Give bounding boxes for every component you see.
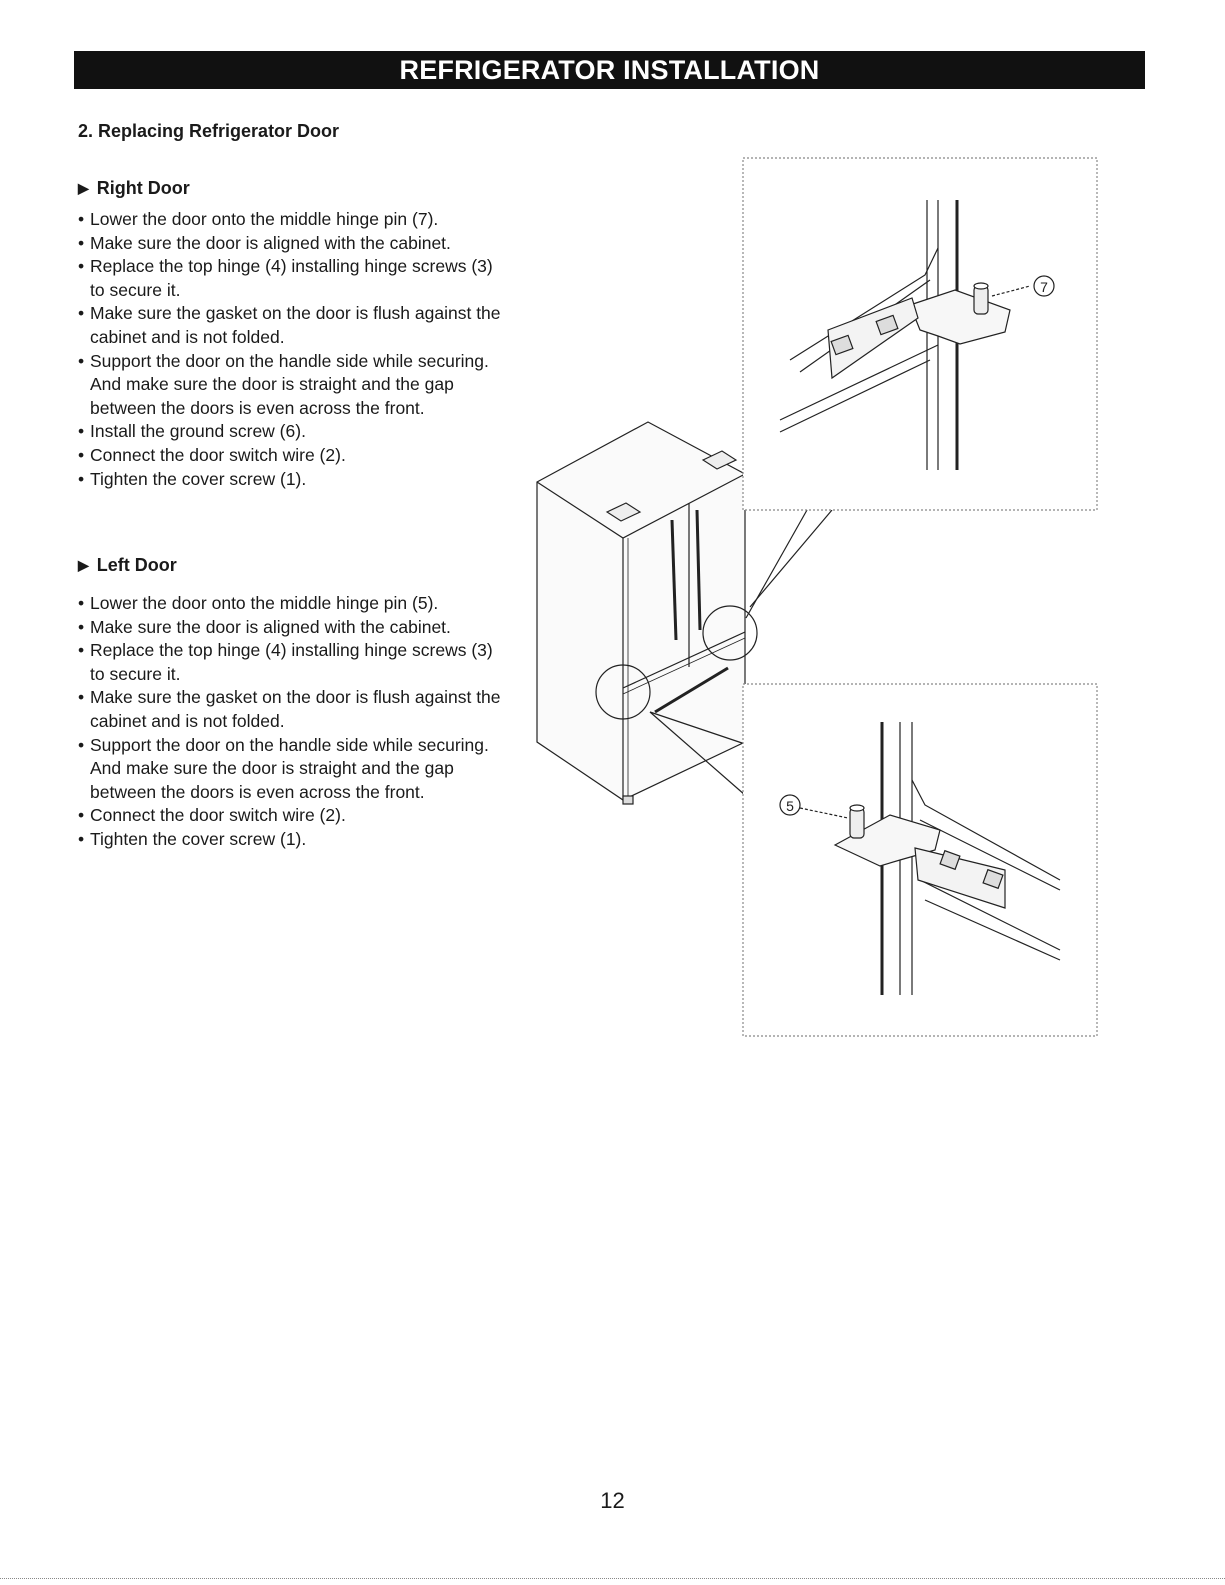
bullet-dot-icon: •: [78, 468, 85, 489]
right-door-steps: [78, 208, 503, 491]
bullet-dot-icon: •: [78, 444, 85, 465]
list-item-text: Support the door on the handle side while securing. And make sure the door is straight and the gap between the doors is even across the front.: [90, 734, 489, 802]
bullet-dot-icon: •: [78, 256, 85, 277]
bullet-dot-icon: •: [78, 805, 85, 826]
list-item: [78, 592, 503, 616]
list-item-text: Tighten the cover screw (1).: [90, 828, 307, 849]
header-bar: [74, 51, 1145, 89]
triangle-arrow-icon: ▶: [78, 557, 89, 573]
list-item-text: Install the ground screw (6).: [90, 421, 306, 442]
bullet-dot-icon: •: [78, 209, 85, 229]
list-item: [78, 232, 503, 256]
list-item-text: Connect the door switch wire (2).: [90, 444, 346, 465]
left-door-heading: [78, 555, 177, 576]
right-door-heading-label: Right Door: [96, 178, 190, 198]
list-item: [78, 302, 503, 349]
refrigerator-hinge-diagram: [520, 150, 1110, 1045]
list-item: [78, 734, 503, 805]
section-title: 2. Replacing Refrigerator Door: [78, 121, 340, 141]
bullet-dot-icon: •: [78, 421, 85, 442]
list-item-text: Make sure the door is aligned with the cabinet.: [90, 232, 451, 253]
page-title: REFRIGERATOR INSTALLATION: [399, 55, 820, 85]
bullet-dot-icon: •: [78, 350, 85, 371]
callout-5-label: 5: [786, 798, 794, 814]
list-item-text: Replace the top hinge (4) installing hinge screws (3) to secure it.: [90, 256, 493, 300]
list-item-text: Connect the door switch wire (2).: [90, 805, 346, 826]
bullet-dot-icon: •: [78, 734, 85, 755]
top-hinge-detail: [743, 158, 1097, 510]
bullet-dot-icon: •: [78, 828, 85, 849]
list-item: [78, 828, 503, 852]
callout-7-label: 7: [1040, 279, 1048, 295]
bullet-dot-icon: •: [78, 303, 85, 324]
list-item: [78, 255, 503, 302]
bottom-divider: [0, 1578, 1225, 1579]
bullet-dot-icon: •: [78, 593, 85, 613]
list-item-text: Lower the door onto the middle hinge pin (7).: [90, 209, 439, 229]
refrigerator-illustration: [537, 422, 757, 804]
list-item: [78, 420, 503, 444]
list-item-text: Lower the door onto the middle hinge pin (5).: [90, 593, 439, 613]
list-item: [78, 616, 503, 640]
list-item-text: Replace the top hinge (4) installing hinge screws (3) to secure it.: [90, 640, 493, 684]
list-item-text: Tighten the cover screw (1).: [90, 468, 307, 489]
page-number: 12: [600, 1488, 625, 1513]
bullet-dot-icon: •: [78, 616, 85, 637]
list-item: [78, 350, 503, 421]
list-item: [78, 639, 503, 686]
bullet-dot-icon: •: [78, 232, 85, 253]
left-door-heading-label: Left Door: [96, 555, 177, 575]
list-item: [78, 804, 503, 828]
list-item: [78, 468, 503, 492]
bullet-dot-icon: •: [78, 640, 85, 661]
bullet-dot-icon: •: [78, 687, 85, 708]
triangle-arrow-icon: ▶: [78, 180, 89, 196]
list-item-text: Make sure the gasket on the door is flush against the cabinet and is not folded.: [90, 687, 501, 731]
list-item-text: Make sure the door is aligned with the cabinet.: [90, 616, 451, 637]
list-item-text: Make sure the gasket on the door is flush against the cabinet and is not folded.: [90, 303, 501, 347]
bottom-hinge-detail: [743, 684, 1097, 1036]
list-item-text: Support the door on the handle side while securing. And make sure the door is straight and the gap between the doors is even across the front.: [90, 350, 489, 418]
list-item: [78, 686, 503, 733]
right-door-heading: [78, 178, 190, 199]
left-door-steps: [78, 592, 503, 852]
list-item: [78, 444, 503, 468]
list-item: [78, 208, 503, 232]
